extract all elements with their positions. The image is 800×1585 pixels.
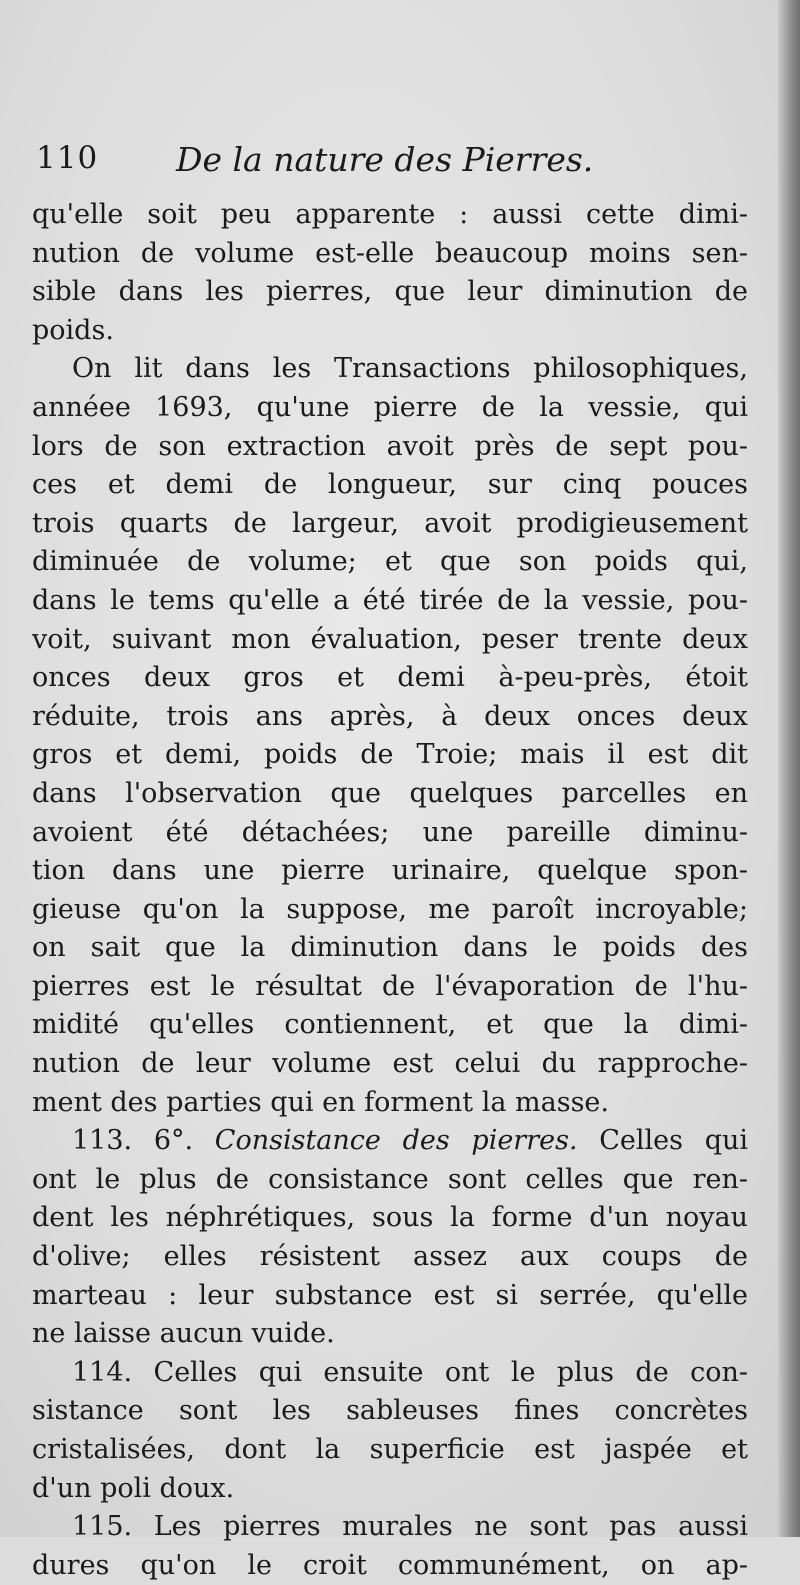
text-line: d'olive; elles résistent assez aux coups de — [32, 1241, 748, 1273]
page-header — [36, 140, 736, 190]
text-line: dans le tems qu'elle a été tirée de la vessie, pou- — [32, 584, 748, 616]
text-line: dent les néphrétiques, sous la forme d'un noyau — [32, 1202, 748, 1234]
text-segment: 113. 6°. — [72, 1125, 215, 1157]
text-segment: Celles qui — [577, 1125, 748, 1157]
text-line: dures qu'on le croit communément, on ap- — [32, 1549, 748, 1581]
text-line: nution de leur volume est celui du rapproche- — [32, 1048, 748, 1080]
text-line: tion dans une pierre urinaire, quelque spon- — [32, 855, 748, 887]
text-line: marteau : leur substance est si serrée, qu'elle — [32, 1279, 748, 1311]
text-line: ces et demi de longueur, sur cinq pouces — [32, 469, 748, 501]
text-line: avoient été détachées; une pareille diminu- — [32, 816, 748, 848]
text-line: lors de son extraction avoit près de sept pou- — [32, 430, 748, 462]
text-line: réduite, trois ans après, à deux onces deux — [32, 700, 748, 732]
text-line: pierres est le résultat de l'évaporation de l'hu- — [32, 970, 748, 1002]
text-line: sistance sont les sableuses fines concrètes — [32, 1395, 748, 1427]
text-line: qu'elle soit peu apparente : aussi cette dimi- — [32, 199, 748, 230]
section-heading: Consistance des pierres. — [214, 1125, 578, 1157]
body-text — [32, 196, 748, 1585]
text-line: ment des parties qui en forment la masse. — [32, 1086, 609, 1118]
text-line: trois quarts de largeur, avoit prodigieusement — [32, 507, 748, 539]
text-line: onces deux gros et demi à-peu-près, étoit — [32, 662, 748, 694]
text-line: diminuée de volume; et que son poids qui, — [32, 546, 748, 578]
text-line: 114. Celles qui ensuite ont le plus de con- — [72, 1356, 748, 1388]
text-line: d'un poli doux. — [32, 1472, 235, 1504]
text-line: voit, suivant mon évaluation, peser trente deux — [32, 623, 748, 655]
text-line: gros et demi, poids de Troie; mais il est dit — [32, 739, 748, 771]
text-line: ne laisse aucun vuide. — [32, 1318, 335, 1350]
text-line — [32, 1122, 748, 1161]
page-edge-shadow — [778, 0, 800, 1537]
text-line: on sait que la diminution dans le poids des — [32, 932, 748, 964]
text-line: sible dans les pierres, que leur diminution de — [32, 276, 748, 308]
text-line: poids. — [32, 314, 114, 346]
text-line: annéee 1693, qu'une pierre de la vessie, qui — [32, 391, 748, 423]
running-title: De la nature des Pierres. — [176, 140, 594, 179]
page-number: 110 — [36, 140, 99, 176]
text-line: gieuse qu'on la suppose, me paroît incroyable; — [32, 893, 748, 925]
text-line: 115. Les pierres murales ne sont pas aussi — [72, 1511, 748, 1543]
text-line: midité qu'elles contiennent, et que la dimi- — [32, 1009, 748, 1041]
text-line: nution de volume est-elle beaucoup moins sen- — [32, 237, 748, 269]
text-line: On lit dans les Transactions philosophiques, — [72, 353, 748, 385]
text-line: dans l'observation que quelques parcelles en — [32, 777, 748, 809]
text-line: ont le plus de consistance sont celles que ren- — [32, 1163, 748, 1195]
text-line: cristalisées, dont la superficie est jaspée et — [32, 1434, 748, 1465]
